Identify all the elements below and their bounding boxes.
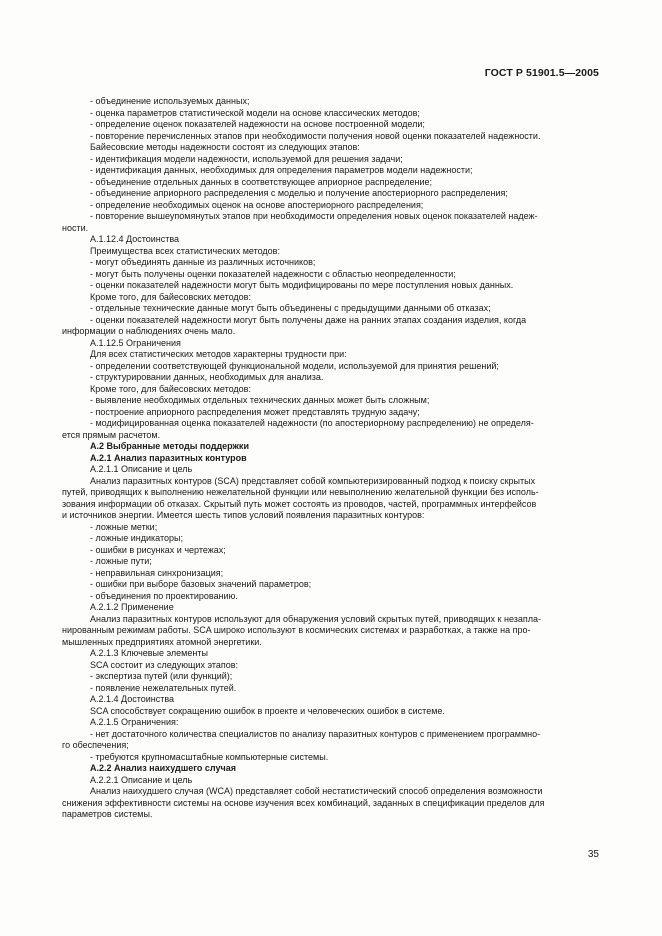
text-line: - построение априорного распределения может представлять трудную задачу; [90,406,420,417]
section-heading: А.2 Выбранные методы поддержки [90,441,249,451]
text-line: нированным режимам работы. SCA широко используют в космических системах и разработках, а также на про- [62,625,531,635]
text-line: - повторение перечисленных этапов при необходимости получения новой оценки показателей надежности. [90,130,541,141]
text-line: - ложные метки; [90,521,158,532]
text-line: зования информации об отказах. Скрытый путь может состоять из проводов, частей, программных интерфейсов [62,498,537,509]
text-line: - экспертиза путей (или функций); [90,671,233,681]
text-line: - структурировании данных, необходимых для анализа. [90,372,324,382]
text-line: - объединение отдельных данных в соответствующее априорное распределение; [90,176,432,187]
text-line: параметров системы. [62,809,153,819]
text-line: Анализ наихудшего случая (WCA) представляет собой нестатистический способ определения возможности [90,786,543,796]
text-line: ется прямым расчетом. [62,429,161,440]
text-line: А.2.1.1 Описание и цель [90,464,193,474]
text-line: Анализ паразитных контуров используют для обнаружения условий скрытых путей, приводящих к незапла- [90,613,542,624]
text-line: - неправильная синхронизация; [90,567,224,578]
text-line: - нет достаточного количества специалистов по анализу паразитных контуров с применением программно- [90,728,541,739]
text-line: путей, приводящих к выполнению нежелательной функции или невыполнению желательной функции без исполь- [62,487,539,497]
text-line: и источников энергии. Имеется шесть типов условий появления паразитных контуров: [62,510,425,520]
text-line: - выявление необходимых отдельных технических данных может быть сложным; [90,395,430,405]
text-line: - требуются крупномасштабные компьютерные системы. [90,751,329,762]
text-line: снижения эффективности системы на основе изучения всех комбинаций, заданных в спецификации пределов для [62,797,545,808]
text-line: А.2.1.4 Достоинства [90,694,175,704]
text-line: А.2.1.2 Применение [90,602,174,612]
text-line: Байесовские методы надежности состоят из следующих этапов: [90,142,360,152]
text-line: А.2.2.1 Описание и цель [90,774,193,785]
text-line: го обеспечения; [62,740,129,750]
text-line: - ошибки при выборе базовых значений параметров; [90,579,312,589]
text-line: - определение оценок показателей надежности на основе построенной модели; [90,119,425,129]
text-line: - появление нежелательных путей. [90,682,237,693]
text-line: - оценка параметров статистической модели на основе классических методов; [90,107,420,118]
text-line: - отдельные технические данные могут быть объединены с предыдущими данными об отказах; [90,303,491,313]
text-line: - ложные индикаторы; [90,533,183,543]
text-line: А.1.12.5 Ограничения [90,337,181,348]
text-line: А.2.1.5 Ограничения: [90,717,179,727]
text-line: - могут объединять данные из различных источников; [90,257,316,267]
text-line: ности. [62,222,89,233]
text-line: - идентификация модели надежности, используемой для решения задачи; [90,153,403,164]
text-line: А.2.1.3 Ключевые элементы [90,648,208,658]
text-line: - оценки показателей надежности могут быть получены даже на ранних этапах создания изделия, когда [90,314,527,325]
standard-designation: ГОСТ Р 51901.5—2005 [484,67,599,79]
text-line: А.1.12.4 Достоинства [90,234,180,244]
text-line: - объединения по проектированию. [90,590,238,601]
text-line: Анализ паразитных контуров (SCA) представляет собой компьютеризированный подход к поиску скрытых [90,475,536,486]
body-text [62,96,601,821]
text-line: мышленных предприятиях атомной энергетики. [62,636,262,647]
text-line: SCA способствует сокращению ошибок в проекте и человеческих ошибок в системе. [90,705,445,716]
text-line: - определение необходимых оценок на основе апостериорного распределения; [90,199,424,210]
text-line: Для всех статистических методов характерны трудности при: [90,349,347,359]
section-heading: А.2.1 Анализ паразитных контуров [90,452,247,463]
text-line: SCA состоит из следующих этапов: [90,659,239,670]
text-line: - повторение вышеупомянутых этапов при необходимости определения новых оценок показателей надеж- [90,211,538,221]
text-line: - объединение используемых данных; [90,96,250,106]
text-line: - ложные пути; [90,556,152,566]
page-number: 35 [587,849,599,860]
text-line: - объединение априорного распределения с моделью и получение апостериорного распределения; [90,188,508,198]
text-line: - определении соответствующей функциональной модели, используемой для принятия решений; [90,360,499,371]
text-line: Кроме того, для байесовских методов: [90,383,251,394]
text-line: - могут быть получены оценки показателей надежности с областью неопределенности; [90,268,456,279]
text-line: - идентификация данных, необходимых для определения параметров модели надежности; [90,165,473,175]
text-line: Кроме того, для байесовских методов: [90,291,251,302]
text-line: информации о наблюдениях очень мало. [62,326,236,336]
text-line: - оценки показателей надежности могут быть модифицированы по мере поступления новых данных. [90,280,514,290]
text-line: - модифицированная оценка показателей надежности (по апостериорному распределению) не определя- [90,418,534,428]
text-line: Преимущества всех статистических методов: [90,245,280,256]
text-line: - ошибки в рисунках и чертежах; [90,544,226,555]
section-heading: А.2.2 Анализ наихудшего случая [90,763,236,773]
